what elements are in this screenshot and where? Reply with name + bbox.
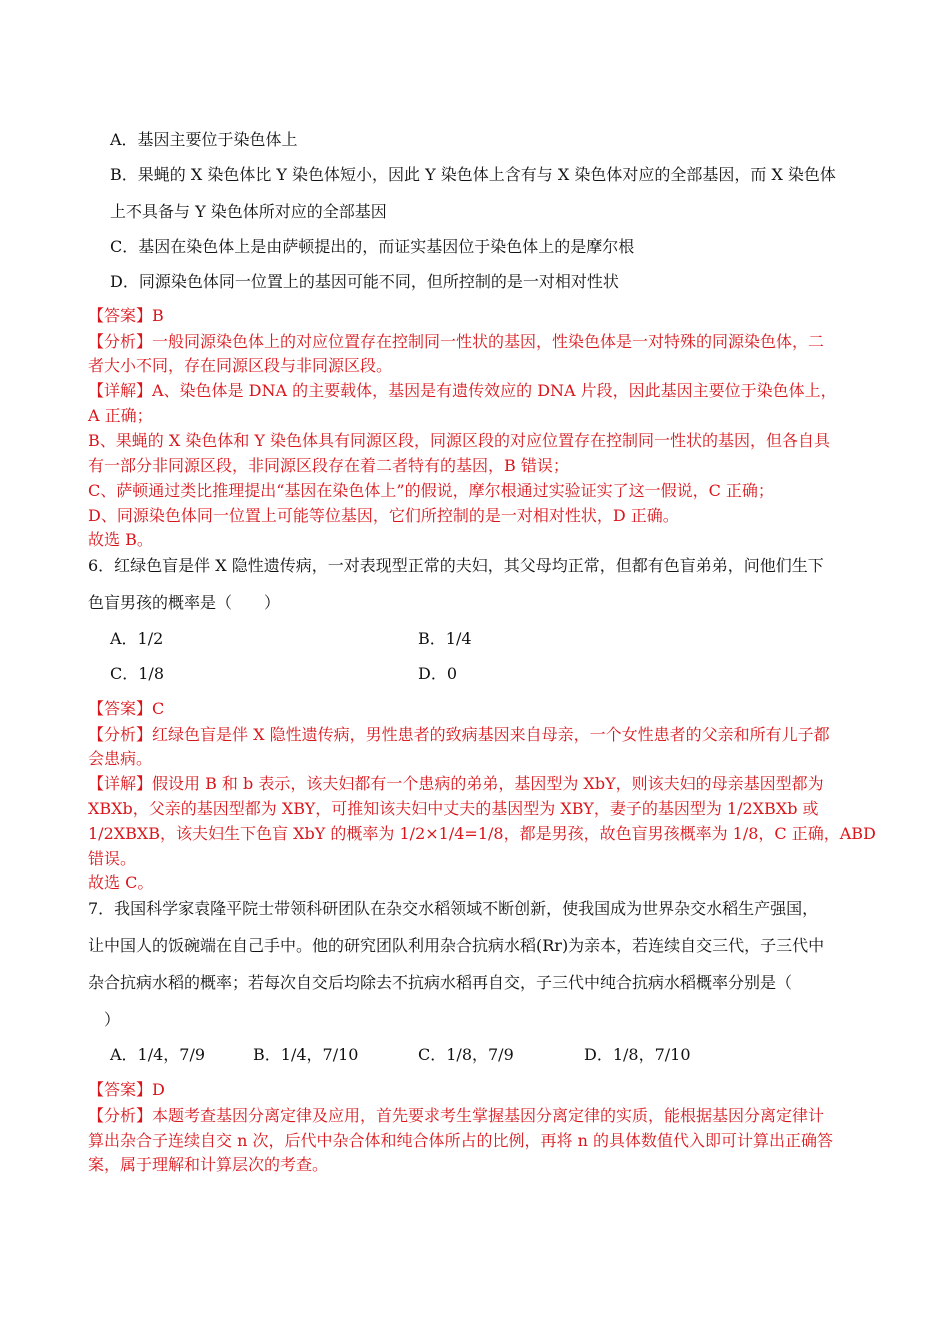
q5-answer: 【答案】B — [88, 306, 164, 325]
q6-option-c: C．1/8 — [110, 664, 164, 683]
q5-analysis-line1: 【分析】一般同源染色体上的对应位置存在控制同一性状的基因，性染色体是一对特殊的同源染色体，二 — [88, 332, 825, 351]
q6-option-a: A．1/2 — [110, 629, 164, 648]
q7-stem-line3: 杂合抗病水稻的概率；若每次自交后均除去不抗病水稻再自交，子三代中纯合抗病水稻概率分别是（ — [88, 973, 793, 992]
q7-analysis-line2: 算出杂合子连续自交 n 次，后代中杂合体和纯合体所占的比例，再将 n 的具体数值代入即可计算出正确答 — [88, 1131, 833, 1150]
q7-option-a: A．1/4，7/9 — [110, 1045, 206, 1064]
q5-option-a: A．基因主要位于染色体上 — [110, 130, 298, 149]
q7-analysis-line3: 案，属于理解和计算层次的考查。 — [88, 1155, 329, 1174]
q6-analysis-line2: 会患病。 — [88, 749, 153, 768]
q5-option-b-line1: B．果蝇的 X 染色体比 Y 染色体短小，因此 Y 染色体上含有与 X 染色体对应的全部基因，而 X 染色体 — [110, 165, 836, 184]
q7-answer: 【答案】D — [88, 1080, 165, 1099]
q6-analysis-line1: 【分析】红绿色盲是伴 X 隐性遗传病，男性患者的致病基因来自母亲，一个女性患者的父亲和所有儿子都 — [88, 725, 830, 744]
q5-conclusion: 故选 B。 — [88, 530, 153, 549]
q5-analysis-line2: 者大小不同，存在同源区段与非同源区段。 — [88, 356, 393, 375]
q6-stem-line1: 6．红绿色盲是伴 X 隐性遗传病，一对表现型正常的夫妇，其父母均正常，但都有色盲弟弟，问他们生下 — [88, 556, 824, 575]
q5-detail-line4: 有一部分非同源区段，非同源区段存在着二者特有的基因，B 错误； — [88, 456, 569, 475]
q7-stem-line2: 让中国人的饭碗端在自己手中。他的研究团队利用杂合抗病水稻(Rr)为亲本，若连续自交三代，子三代中 — [88, 936, 825, 955]
q7-option-d: D．1/8，7/10 — [584, 1045, 691, 1064]
q5-detail-line3: B、果蝇的 X 染色体和 Y 染色体具有同源区段，同源区段的对应位置存在控制同一性状的基因，但各自具 — [88, 431, 831, 450]
q6-detail-line1: 【详解】假设用 B 和 b 表示，该夫妇都有一个患病的弟弟，基因型为 XbY，则该夫妇的母亲基因型都为 — [88, 774, 824, 793]
q6-option-d: D．0 — [418, 664, 458, 683]
q6-conclusion: 故选 C。 — [88, 873, 154, 892]
q6-detail-line2: XBXb，父亲的基因型都为 XBY，可推知该夫妇中丈夫的基因型为 XBY，妻子的基因型为 1/2XBXb 或 — [88, 799, 819, 818]
q7-stem-line4: ） — [104, 1010, 121, 1029]
q5-detail-line1: 【详解】A、染色体是 DNA 的主要载体，基因是有遗传效应的 DNA 片段，因此基因主要位于染色体上， — [88, 381, 837, 400]
q6-detail-line3: 1/2XBXB，该夫妇生下色盲 XbY 的概率为 1/2×1/4=1/8，都是男孩，故色盲男孩概率为 1/8，C 正确，ABD — [88, 824, 876, 843]
q7-option-b: B．1/4，7/10 — [253, 1045, 359, 1064]
q5-option-b-line2: 上不具备与 Y 染色体所对应的全部基因 — [110, 202, 387, 221]
q6-stem-line2: 色盲男孩的概率是（ ） — [88, 593, 281, 612]
q6-answer: 【答案】C — [88, 699, 165, 718]
q7-option-c: C．1/8，7/9 — [418, 1045, 514, 1064]
q5-detail-line5: C、萨顿通过类比推理提出“基因在染色体上”的假说，摩尔根通过实验证实了这一假说，C 正确； — [88, 481, 774, 500]
q6-detail-line4: 错误。 — [88, 849, 137, 868]
q5-detail-line6: D、同源染色体同一位置上可能等位基因，它们所控制的是一对相对性状，D 正确。 — [88, 506, 679, 525]
q7-stem-line1: 7．我国科学家袁隆平院士带领科研团队在杂交水稻领域不断创新，使我国成为世界杂交水稻生产强国， — [88, 899, 819, 918]
q6-option-b: B．1/4 — [418, 629, 472, 648]
q5-detail-line2: A 正确； — [88, 406, 153, 425]
q5-option-d: D．同源染色体同一位置上的基因可能不同，但所控制的是一对相对性状 — [110, 272, 619, 291]
q7-analysis-line1: 【分析】本题考查基因分离定律及应用，首先要求考生掌握基因分离定律的实质，能根据基因分离定律计 — [88, 1106, 825, 1125]
q5-option-c: C．基因在染色体上是由萨顿提出的，而证实基因位于染色体上的是摩尔根 — [110, 237, 635, 256]
